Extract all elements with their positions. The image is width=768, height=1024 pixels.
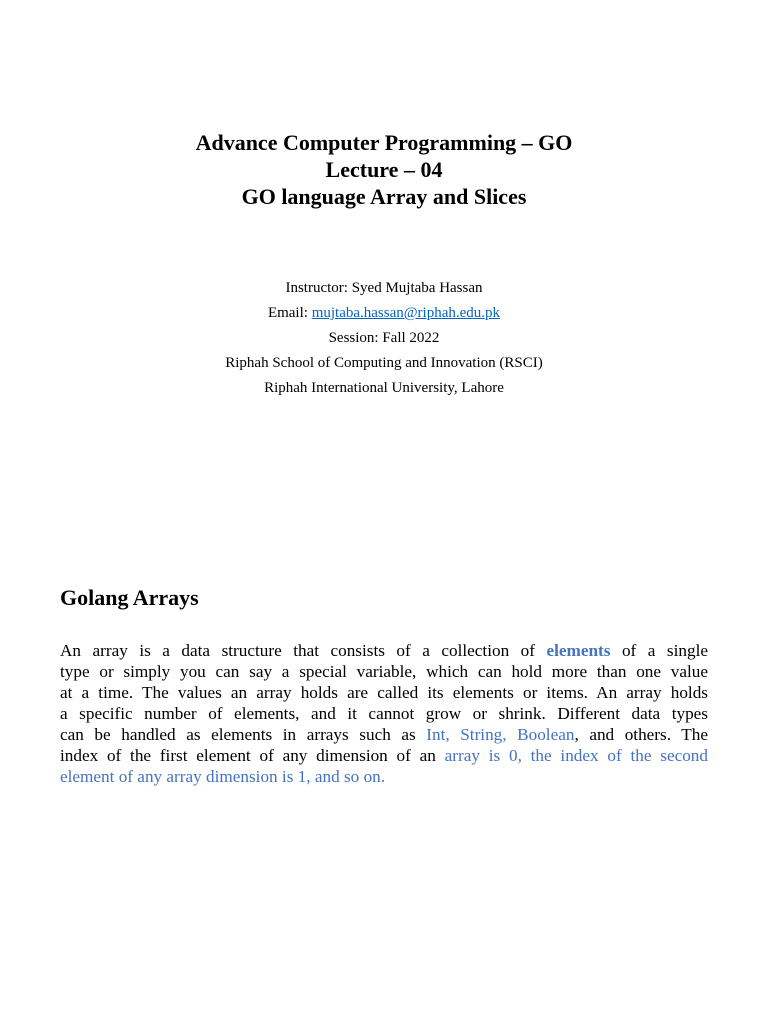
session: Session: Fall 2022: [328, 330, 440, 346]
body-line: [60, 703, 708, 724]
body-line: [60, 682, 708, 703]
body-line: [60, 724, 708, 745]
body-text: type or simply you can say a special variable, which can hold more than one value: [60, 662, 708, 681]
body-text: can be handled as elements in arrays such as: [60, 725, 427, 744]
section-heading: Golang Arrays: [60, 585, 199, 610]
email-line: [0, 301, 768, 326]
instructor-name: Instructor: Syed Mujtaba Hassan: [285, 280, 483, 296]
highlight-text: array is 0, the index of the second: [444, 746, 708, 765]
body-text: , and others. The: [574, 725, 708, 744]
highlight-text: element of any array dimension is 1, and so on.: [60, 767, 386, 786]
lecture-number: Lecture – 04: [325, 157, 443, 182]
body-text: An array is a data structure that consists of a collection of: [60, 641, 547, 660]
body-line: [60, 745, 708, 766]
university-name: Riphah International University, Lahore: [264, 380, 504, 396]
highlight-text: elements: [546, 641, 611, 660]
body-line: [60, 661, 708, 682]
body-line: [60, 766, 708, 787]
body-line: [60, 640, 708, 661]
instructor-info: [0, 276, 768, 401]
body-text: a specific number of elements, and it cannot grow or shrink. Different data types: [60, 704, 708, 723]
course-title: Advance Computer Programming – GO: [195, 130, 573, 155]
body-text: of a single: [610, 641, 708, 660]
body-text: index of the first element of any dimension of an: [60, 746, 445, 765]
document-title-block: [0, 129, 768, 210]
body-paragraph: [60, 640, 708, 787]
body-text: at a time. The values an array holds are called its elements or items. An array holds: [60, 683, 708, 702]
highlight-text: Int, String, Boolean: [426, 725, 575, 744]
email-label: Email:: [267, 305, 312, 321]
school-name: Riphah School of Computing and Innovation (RSCI): [225, 355, 543, 371]
lecture-topic: GO language Array and Slices: [241, 184, 527, 209]
email-link[interactable]: mujtaba.hassan@riphah.edu.pk: [311, 305, 501, 321]
